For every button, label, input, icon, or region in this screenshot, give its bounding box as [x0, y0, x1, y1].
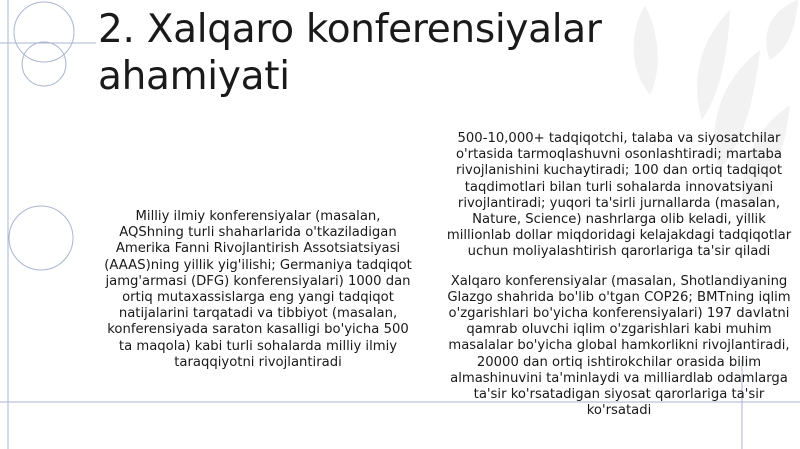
right-text-column — [440, 131, 798, 419]
left-paragraph: Milliy ilmiy konferensiyalar (masalan, AQShning turli shaharlarida o'tkaziladigan Amerika Fanni Rivojlantirish Assotsiatsiyasi (AAAS)ning yillik yig'ilishi; Germaniya tadqiqot jamg'armasi (DFG) konferensiyalari) 1000 dan ortiq mutaxassislarga eng yangi tadqiqot natijalarini tarqatadi va tibbiyot (masalan, konferensiyada saraton kasalligi bo'yicha 500 ta maqola) kabi turli sohalarda milliy ilmiy taraqqiyotni rivojlantiradi — [104, 209, 412, 370]
right-paragraph-2: Xalqaro konferensiyalar (masalan, Shotlandiyaning Glazgo shahrida bo'lib o'tgan COP26; BMTning iqlim o'zgarishlari bo'yicha konferensiyalari) 197 davlatni qamrab oluvchi iqlim o'zgarishlari kabi muhim masalalar bo'yicha global hamkorlikni rivojlantiradi, 20000 dan ortiq ishtirokchilar orasida bilim almashinuvini ta'minlaydi va milliardlab odamlarga ta'sir ko'rsatadigan siyosat qarorlariga ta'sir ko'rsatadi — [447, 273, 791, 419]
left-text-column — [104, 209, 412, 371]
small-circle — [22, 42, 66, 86]
slide-title: 2. Xalqaro konferensiyalar ahamiyati — [98, 7, 602, 99]
lower-left-circle — [9, 206, 73, 270]
large-circle — [14, 2, 74, 62]
right-paragraph-1: 500-10,000+ tadqiqotchi, talaba va siyosatchilar o'rtasida tarmoqlashuvni osonlashtiradi; martaba rivojlanishini kuchaytiradi; 100 dan ortiq tadqiqot taqdimotlari bilan turli sohalarda innovatsiyani rivojlantiradi; yuqori ta'sirli jurnallarda (masalan, Nature, Science) nashrlarga olib keladi, yillik millionlab dollar miqdoridagi kelajakdagi tadqiqotlar uchun moliyalashtirish qarorlariga ta'sir qiladi — [446, 131, 792, 260]
